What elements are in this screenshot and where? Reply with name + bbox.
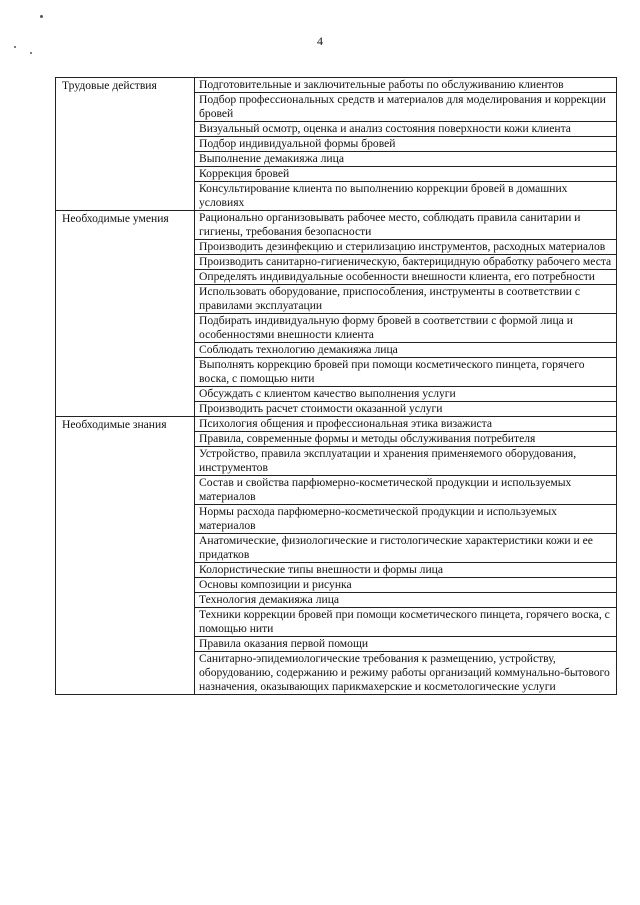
table-row xyxy=(56,78,617,93)
section-item: Определять индивидуальные особенности внешности клиента, его потребности xyxy=(195,270,617,285)
section-title: Необходимые знания xyxy=(56,417,195,695)
section-item: Техники коррекции бровей при помощи косметического пинцета, горячего воска, с помощью нити xyxy=(195,608,617,637)
section-item: Колористические типы внешности и формы лица xyxy=(195,563,617,578)
scan-dot xyxy=(40,15,43,18)
section-item: Рационально организовывать рабочее место, соблюдать правила санитарии и гигиены, требования безопасности xyxy=(195,211,617,240)
section-item: Использовать оборудование, приспособления, инструменты в соответствии с правилами эксплуатации xyxy=(195,285,617,314)
section-item: Подбор индивидуальной формы бровей xyxy=(195,137,617,152)
section-item: Состав и свойства парфюмерно-косметической продукции и используемых материалов xyxy=(195,476,617,505)
section-item: Соблюдать технологию демакияжа лица xyxy=(195,343,617,358)
section-item: Выполнение демакияжа лица xyxy=(195,152,617,167)
section-item: Подбирать индивидуальную форму бровей в соответствии с формой лица и особенностями внешности клиента xyxy=(195,314,617,343)
section-item: Технология демакияжа лица xyxy=(195,593,617,608)
requirements-table xyxy=(55,77,617,695)
section-item: Правила оказания первой помощи xyxy=(195,637,617,652)
section-title: Трудовые действия xyxy=(56,78,195,211)
section-item: Санитарно-эпидемиологические требования к размещению, устройству, оборудованию, содержанию и режиму работы организаций коммунально-бытового назначения, оказывающих парикмахерские и косметологические услуги xyxy=(195,652,617,695)
table-row xyxy=(56,211,617,240)
section-title: Необходимые умения xyxy=(56,211,195,417)
section-item: Подбор профессиональных средств и материалов для моделирования и коррекции бровей xyxy=(195,93,617,122)
section-item: Производить расчет стоимости оказанной услуги xyxy=(195,402,617,417)
section-item: Производить дезинфекцию и стерилизацию инструментов, расходных материалов xyxy=(195,240,617,255)
scan-dot xyxy=(30,52,32,54)
section-item: Анатомические, физиологические и гистологические характеристики кожи и ее придатков xyxy=(195,534,617,563)
section-item: Правила, современные формы и методы обслуживания потребителя xyxy=(195,432,617,447)
section-item: Нормы расхода парфюмерно-косметической продукции и используемых материалов xyxy=(195,505,617,534)
section-item: Консультирование клиента по выполнению коррекции бровей в домашних условиях xyxy=(195,182,617,211)
section-item: Подготовительные и заключительные работы по обслуживанию клиентов xyxy=(195,78,617,93)
scan-dot xyxy=(14,46,16,48)
section-item: Обсуждать с клиентом качество выполнения услуги xyxy=(195,387,617,402)
section-item: Выполнять коррекцию бровей при помощи косметического пинцета, горячего воска, с помощью нити xyxy=(195,358,617,387)
section-item: Основы композиции и рисунка xyxy=(195,578,617,593)
requirements-table-body xyxy=(56,78,617,695)
section-item: Психология общения и профессиональная этика визажиста xyxy=(195,417,617,432)
section-item: Коррекция бровей xyxy=(195,167,617,182)
table-row xyxy=(56,417,617,432)
section-item: Устройство, правила эксплуатации и хранения применяемого оборудования, инструментов xyxy=(195,447,617,476)
page-number: 4 xyxy=(317,34,323,48)
section-item: Визуальный осмотр, оценка и анализ состояния поверхности кожи клиента xyxy=(195,122,617,137)
section-item: Производить санитарно-гигиеническую, бактерицидную обработку рабочего места xyxy=(195,255,617,270)
